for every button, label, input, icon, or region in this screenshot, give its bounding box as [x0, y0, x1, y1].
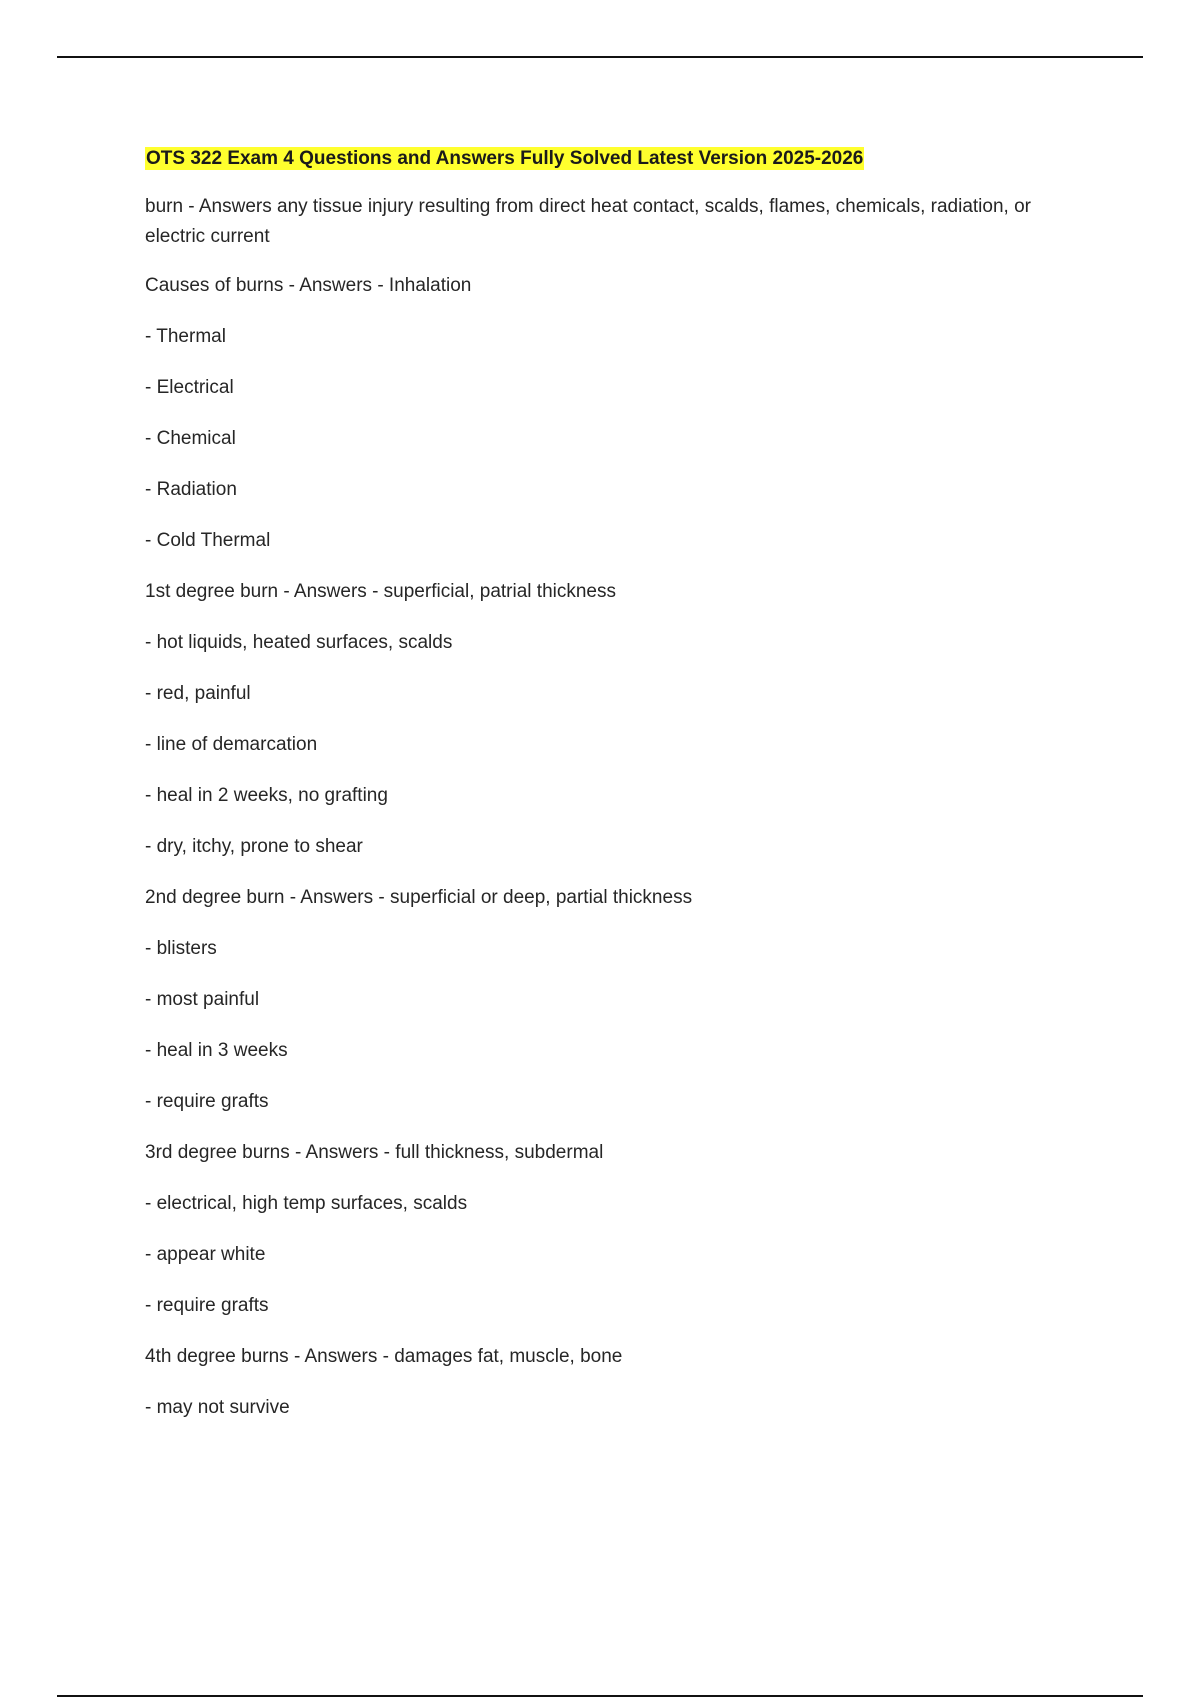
list-item: - Electrical — [145, 377, 234, 398]
qa-burn-definition: burn - Answers any tissue injury resulting from direct heat contact, scalds, flames, chemicals, radiation, or electric current — [145, 196, 1031, 247]
document-body — [145, 145, 1085, 1444]
list-item: - may not survive — [145, 1397, 290, 1418]
list-item: - heal in 3 weeks — [145, 1040, 288, 1061]
qa-1st-degree-burn: 1st degree burn - Answers - superficial, patrial thickness — [145, 581, 616, 602]
qa-2nd-degree-burn: 2nd degree burn - Answers - superficial or deep, partial thickness — [145, 887, 693, 908]
list-item: - electrical, high temp surfaces, scalds — [145, 1193, 468, 1214]
list-item: - most painful — [145, 989, 260, 1010]
footer-rule — [57, 1695, 1143, 1697]
list-item: - hot liquids, heated surfaces, scalds — [145, 632, 453, 653]
list-item: - heal in 2 weeks, no grafting — [145, 785, 388, 806]
qa-3rd-degree-burns: 3rd degree burns - Answers - full thickness, subdermal — [145, 1142, 604, 1163]
list-item: - Chemical — [145, 428, 236, 449]
document-title: OTS 322 Exam 4 Questions and Answers Fully Solved Latest Version 2025-2026 — [146, 148, 864, 169]
list-item: - require grafts — [145, 1091, 269, 1112]
list-item: - Thermal — [145, 326, 226, 347]
qa-causes-of-burns: Causes of burns - Answers - Inhalation — [145, 275, 472, 296]
title-block — [145, 145, 1085, 174]
list-item: - red, painful — [145, 683, 251, 704]
list-item: - Cold Thermal — [145, 530, 271, 551]
list-item: - require grafts — [145, 1295, 269, 1316]
list-item: - Radiation — [145, 479, 237, 500]
list-item: - dry, itchy, prone to shear — [145, 836, 363, 857]
qa-4th-degree-burns: 4th degree burns - Answers - damages fat, muscle, bone — [145, 1346, 623, 1367]
list-item: - blisters — [145, 938, 217, 959]
list-item: - line of demarcation — [145, 734, 318, 755]
list-item: - appear white — [145, 1244, 266, 1265]
header-rule — [57, 56, 1143, 58]
